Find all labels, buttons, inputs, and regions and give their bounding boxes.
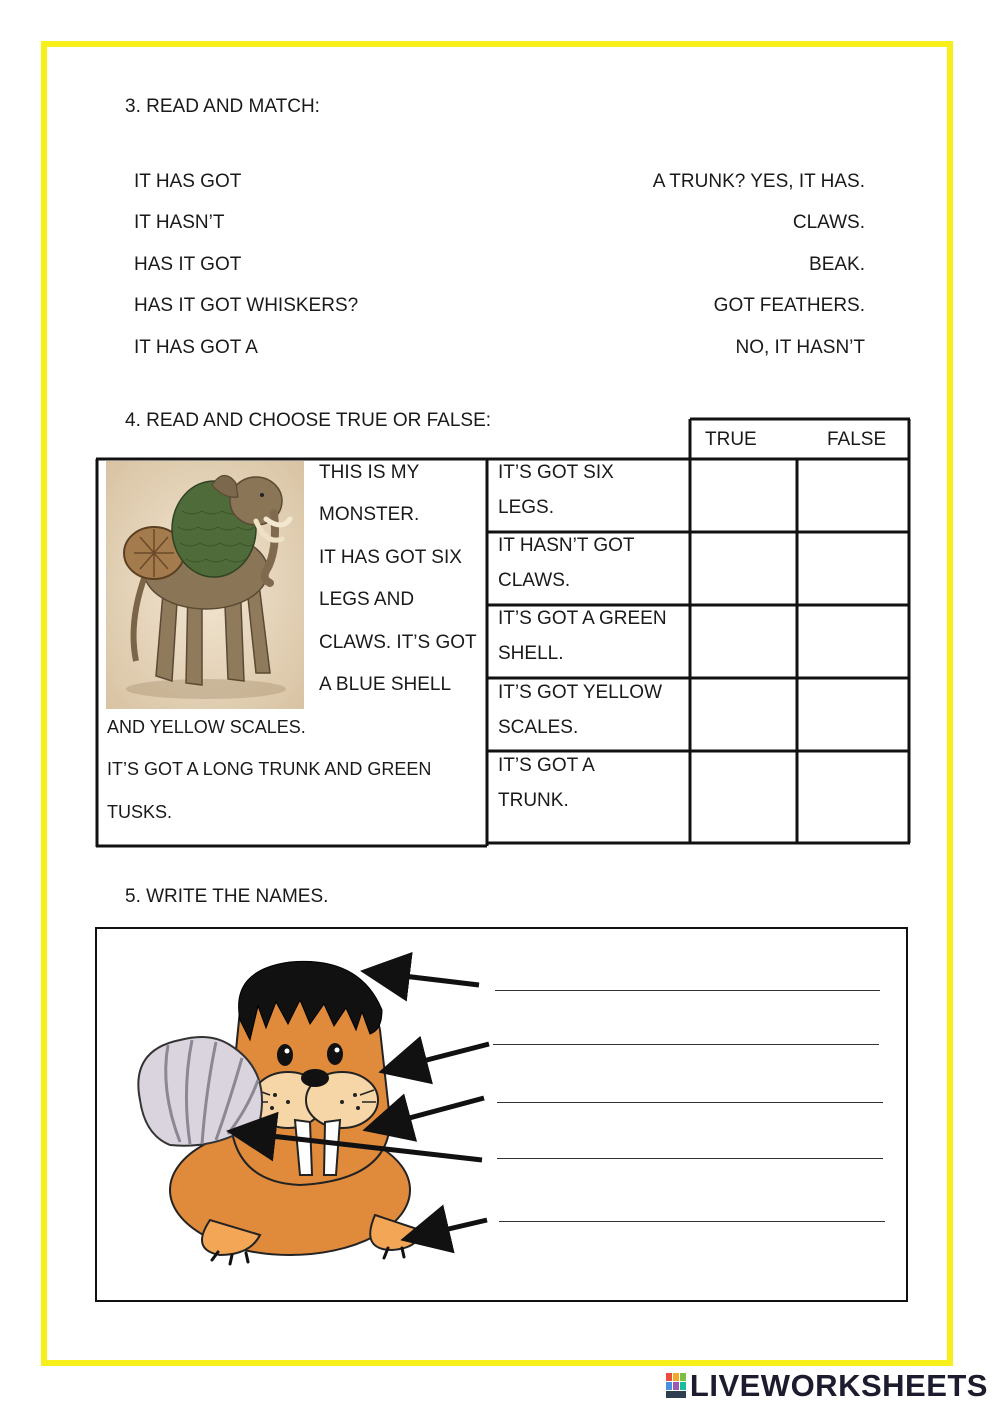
match-left-4[interactable]: HAS IT GOT WHISKERS? <box>134 295 359 316</box>
match-left-3[interactable]: HAS IT GOT <box>134 254 242 275</box>
match-right-4[interactable]: GOT FEATHERS. <box>713 295 865 316</box>
liveworksheets-logo-text: LIVEWORKSHEETS <box>689 1368 988 1403</box>
match-left-1[interactable]: IT HAS GOT <box>134 171 242 192</box>
monster-text-line-6: A BLUE SHELL <box>319 674 452 695</box>
statement-3-line-2: SHELL. <box>498 643 564 664</box>
monster-text-line-3: IT HAS GOT SIX <box>319 547 462 568</box>
name-input-shell[interactable] <box>497 1130 883 1158</box>
name-input-whiskers[interactable] <box>493 1016 879 1044</box>
statement-5-line-1: IT’S GOT A <box>498 755 595 776</box>
statement-3-line-1: IT’S GOT A GREEN <box>498 608 667 629</box>
liveworksheets-logo-icon <box>666 1373 688 1399</box>
monster-text-line-9: TUSKS. <box>107 802 173 822</box>
statement-1-line-2: LEGS. <box>498 497 554 518</box>
answer-line-1 <box>495 990 880 991</box>
monster-text-line-4: LEGS AND <box>319 589 415 610</box>
monster-text-line-1: THIS IS MY <box>319 462 420 483</box>
statement-2-line-2: CLAWS. <box>498 570 571 591</box>
monster-text-line-5: CLAWS. IT’S GOT <box>319 632 477 653</box>
match-right-2[interactable]: CLAWS. <box>792 212 865 233</box>
statement-4-line-2: SCALES. <box>498 717 579 738</box>
statement-5-line-2: TRUNK. <box>498 790 569 811</box>
statement-1-line-1: IT’S GOT SIX <box>498 462 614 483</box>
answer-line-2 <box>493 1044 879 1045</box>
monster-text-line-8: IT’S GOT A LONG TRUNK AND GREEN <box>107 759 432 779</box>
match-left-2[interactable]: IT HASN’T <box>134 212 225 233</box>
statement-4-line-1: IT’S GOT YELLOW <box>498 682 663 703</box>
match-right-5[interactable]: NO, IT HASN’T <box>735 337 865 358</box>
monster-text-line-7: AND YELLOW SCALES. <box>107 717 306 737</box>
section3-heading: 3. READ AND MATCH: <box>125 96 320 117</box>
name-input-hair[interactable] <box>495 962 880 990</box>
statement-2-line-1: IT HASN’T GOT <box>498 535 635 556</box>
match-right-1[interactable]: A TRUNK? YES, IT HAS. <box>652 171 865 192</box>
answer-line-5 <box>499 1221 885 1222</box>
name-input-tusks[interactable] <box>497 1074 883 1102</box>
monster-text-line-2: MONSTER. <box>319 504 420 525</box>
column-false-label: FALSE <box>827 429 887 450</box>
section4-heading: 4. READ AND CHOOSE TRUE OR FALSE: <box>125 410 492 431</box>
liveworksheets-logo <box>666 1368 988 1404</box>
column-true-label: TRUE <box>705 429 757 450</box>
name-input-claws[interactable] <box>499 1193 885 1221</box>
section5-heading: 5. WRITE THE NAMES. <box>125 886 329 907</box>
answer-line-4 <box>497 1158 883 1159</box>
answer-line-3 <box>497 1102 883 1103</box>
match-left-5[interactable]: IT HAS GOT A <box>134 337 258 358</box>
match-right-3[interactable]: BEAK. <box>809 254 865 275</box>
